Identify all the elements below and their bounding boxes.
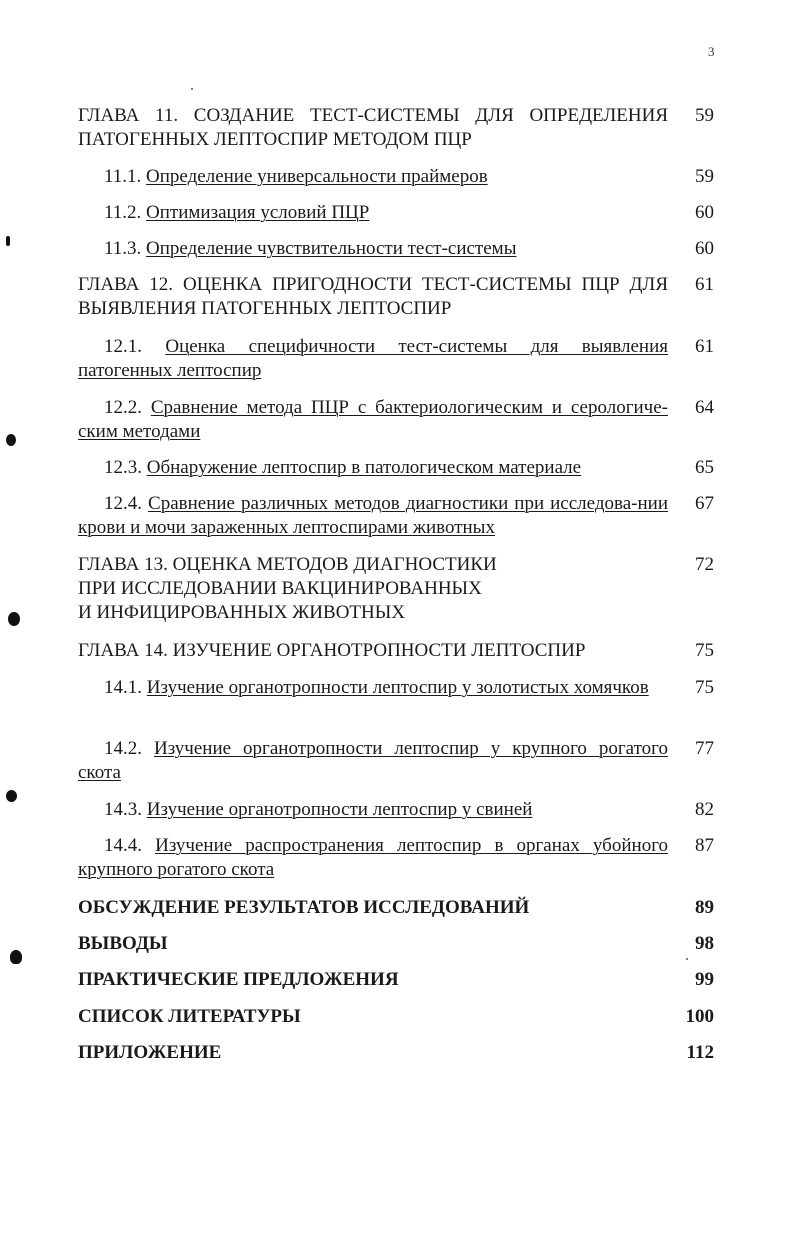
scan-mark [6, 236, 10, 246]
toc-entry-number: 11.3. [104, 238, 142, 259]
toc-entry-page: 100 [685, 1006, 714, 1027]
toc-entry-page: 72 [695, 554, 714, 575]
toc-entry-number: 11.1. [104, 166, 142, 187]
toc-entry-title: ГЛАВА 14. ИЗУЧЕНИЕ ОРГАНОТРОПНОСТИ ЛЕПТОСПИР [78, 640, 586, 661]
toc-entry-title[interactable]: Изучение органотропности лептоспир у крупного рогатого скота [78, 738, 668, 783]
toc-entry-page: 67 [695, 493, 714, 514]
toc-entry-title[interactable]: Изучение органотропности лептоспир у золотистых хомячков [146, 677, 649, 698]
toc-entry-page: 60 [695, 238, 714, 259]
page-number: 3 [708, 44, 715, 59]
toc-entry-12-3[interactable] [78, 456, 720, 480]
toc-entry-number: 12.3. [104, 457, 142, 478]
toc-entry-page: 59 [695, 105, 714, 126]
toc-entry-number: 11.2. [104, 202, 142, 223]
toc-entry-title: ВЫВОДЫ [78, 933, 168, 954]
toc-entry-title[interactable]: Сравнение метода ПЦР с бактериологическим и серологиче-ским методами [78, 397, 668, 442]
toc-entry-title[interactable]: Сравнение различных методов диагностики при исследова-нии крови и мочи зараженных лептоспирами животных [78, 493, 668, 538]
toc-entry-title[interactable]: Изучение органотропности лептоспир у свиней [146, 799, 533, 820]
scan-dust [191, 88, 193, 90]
toc-entry-title: СПИСОК ЛИТЕРАТУРЫ [78, 1006, 301, 1027]
toc-entry-number: 14.1. [104, 677, 142, 698]
scan-mark [6, 790, 17, 802]
toc-entry-title[interactable]: Изучение распространения лептоспир в органах убойного крупного рогатого скота [78, 835, 669, 880]
toc-entry-title: ПРИЛОЖЕНИЕ [78, 1042, 222, 1063]
toc-entry-chapter-14[interactable] [78, 639, 720, 663]
toc-entry-title: ГЛАВА 11. СОЗДАНИЕ ТЕСТ-СИСТЕМЫ ДЛЯ ОПРЕДЕЛЕНИЯ ПАТОГЕННЫХ ЛЕПТОСПИР МЕТОДОМ ПЦР [78, 105, 668, 150]
toc-entry-page: 82 [695, 799, 714, 820]
scan-mark [8, 612, 20, 626]
toc-entry-chapter-11[interactable] [78, 104, 720, 152]
toc-entry-11-1[interactable] [78, 165, 720, 189]
toc-entry-title[interactable]: Оптимизация условий ПЦР [146, 202, 370, 223]
toc-entry-chapter-12[interactable] [78, 273, 720, 321]
toc-entry-chapter-13[interactable] [78, 553, 720, 625]
toc-entry-12-4[interactable] [78, 492, 720, 540]
toc-entry-page: 77 [695, 738, 714, 759]
toc-entry-discussion[interactable] [78, 896, 720, 920]
toc-entry-proposals[interactable] [78, 968, 720, 992]
toc-entry-number: 14.4. [104, 835, 142, 856]
toc-entry-number: 12.2. [104, 397, 142, 418]
toc-entry-page: 98 [695, 933, 714, 954]
toc-entry-title[interactable]: Определение универсальности праймеров [146, 166, 488, 187]
toc-entry-11-2[interactable] [78, 201, 720, 225]
toc-entry-number: 12.1. [104, 336, 142, 357]
toc-entry-title: ГЛАВА 12. ОЦЕНКА ПРИГОДНОСТИ ТЕСТ-СИСТЕМЫ ПЦР ДЛЯ ВЫЯВЛЕНИЯ ПАТОГЕННЫХ ЛЕПТОСПИР [78, 274, 668, 319]
toc-entry-14-2[interactable] [78, 737, 720, 785]
scan-mark [10, 950, 22, 964]
toc-entry-conclusions[interactable] [78, 932, 720, 956]
toc-entry-14-1[interactable] [78, 676, 720, 700]
toc-entry-page: 75 [695, 640, 714, 661]
toc-entry-page: 60 [695, 202, 714, 223]
toc-entry-title: ОБСУЖДЕНИЕ РЕЗУЛЬТАТОВ ИССЛЕДОВАНИЙ [78, 897, 530, 918]
toc-entry-title[interactable]: Обнаружение лептоспир в патологическом материале [146, 457, 582, 478]
toc-entry-12-2[interactable] [78, 396, 720, 444]
toc-entry-page: 87 [695, 835, 714, 856]
toc-entry-12-1[interactable] [78, 335, 720, 383]
toc-entry-11-3[interactable] [78, 237, 720, 261]
toc-entry-title: ПРАКТИЧЕСКИЕ ПРЕДЛОЖЕНИЯ [78, 969, 399, 990]
toc-entry-14-3[interactable] [78, 798, 720, 822]
toc-entry-page: 75 [695, 677, 714, 698]
toc-entry-page: 61 [695, 336, 714, 357]
toc-entry-title[interactable]: Оценка специфичности тест-системы для выявления патогенных лептоспир [78, 336, 668, 381]
toc-entry-references[interactable] [78, 1005, 720, 1029]
toc-entry-page: 65 [695, 457, 714, 478]
toc-entry-page: 59 [695, 166, 714, 187]
toc-entry-14-4[interactable] [78, 834, 720, 882]
toc-entry-number: 14.2. [104, 738, 142, 759]
toc-entry-title: ГЛАВА 13. ОЦЕНКА МЕТОДОВ ДИАГНОСТИКИ ПРИ ИССЛЕДОВАНИИ ВАКЦИНИРОВАННЫХ И ИНФИЦИРОВАННЫХ ЖИВОТНЫХ [78, 554, 497, 623]
toc-entry-page: 112 [686, 1042, 714, 1063]
toc-entry-page: 64 [695, 397, 714, 418]
toc-entry-page: 61 [695, 274, 714, 295]
toc-entry-title[interactable]: Определение чувствительности тест-системы [146, 238, 517, 259]
toc-entry-page: 89 [695, 897, 714, 918]
scan-dust [686, 958, 688, 960]
scan-mark [6, 434, 16, 446]
toc-entry-appendix[interactable] [78, 1041, 720, 1065]
toc-entry-number: 12.4. [104, 493, 142, 514]
toc-entry-page: 99 [695, 969, 714, 990]
toc-entry-number: 14.3. [104, 799, 142, 820]
